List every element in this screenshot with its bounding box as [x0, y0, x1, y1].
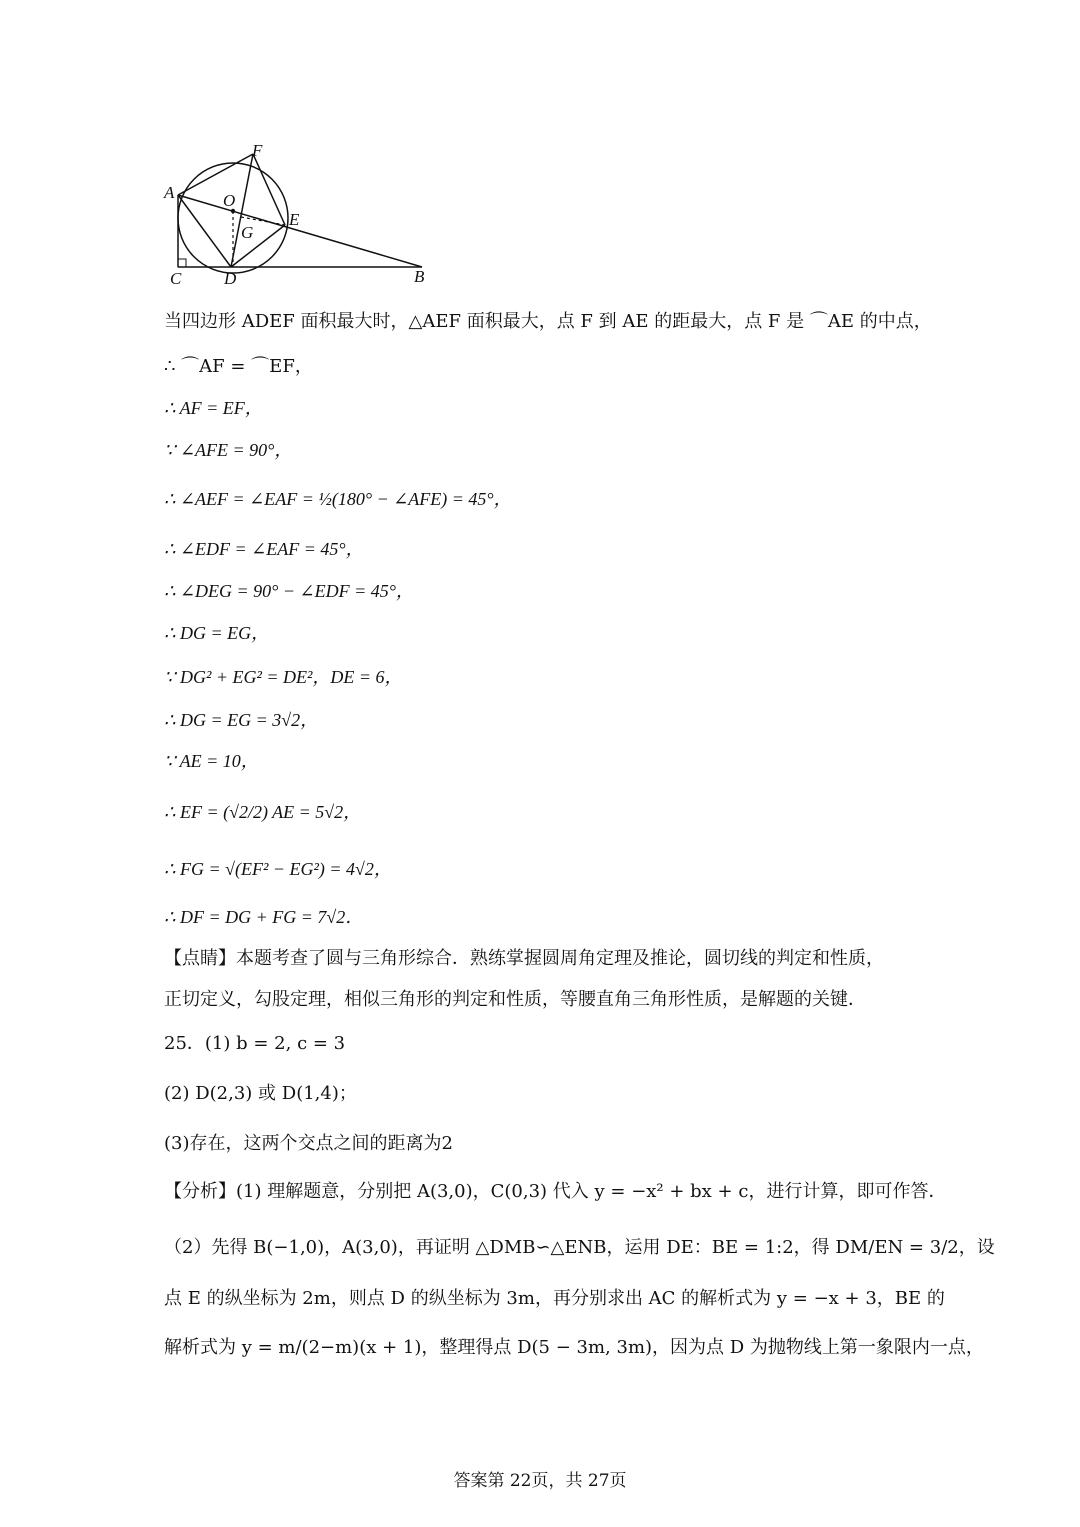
label-a: A [164, 183, 175, 202]
solution-line-6: ∴ ∠EDF = ∠EAF = 45°， [164, 539, 364, 559]
solution-line-13: ∴ FG = √(EF² − EG²) = 4√2， [164, 859, 392, 879]
q25-part2-answer: (2) D(2,3) 或 D(1,4)； [164, 1083, 357, 1104]
solution-line-3: ∴ AF = EF， [164, 398, 263, 418]
solution-line-7: ∴ ∠DEG = 90° − ∠EDF = 45°， [164, 581, 414, 601]
solution-line-1: 当四边形 ADEF 面积最大时，△AEF 面积最大，点 F 到 AE 的距最大，点 F 是 ⌒AE 的中点， [164, 311, 932, 332]
analysis-line-3: 点 E 的纵坐标为 2m，则点 D 的纵坐标为 3m，再分别求出 AC 的解析式为 y = −x + 3，BE 的 [164, 1288, 945, 1309]
solution-line-2: ∴ ⌒AF = ⌒EF， [164, 356, 313, 377]
comment-line-2: 正切定义，勾股定理，相似三角形的判定和性质，等腰直角三角形性质，是解题的关键． [164, 989, 866, 1010]
q25-part1-answer: 25．(1) b = 2, c = 3 [164, 1033, 346, 1054]
analysis-line-4: 解析式为 y = m/(2−m)(x + 1)，整理得点 D(5 − 3m, 3m)，因为点 D 为抛物线上第一象限内一点， [164, 1337, 984, 1358]
solution-line-11: ∵ AE = 10， [164, 751, 259, 771]
right-angle-mark [178, 259, 186, 267]
segment-de [231, 225, 285, 267]
solution-line-5: ∴ ∠AEF = ∠EAF = ½(180° − ∠AFE) = 45°， [164, 489, 512, 509]
comment-line-1: 【点睛】本题考查了圆与三角形综合．熟练掌握圆周角定理及推论，圆切线的判定和性质， [164, 948, 884, 969]
analysis-line-1: 【分析】(1) 理解题意，分别把 A(3,0)，C(0,3) 代入 y = −x² + bx + c，进行计算，即可作答． [164, 1181, 947, 1202]
solution-line-4: ∵ ∠AFE = 90°， [164, 440, 293, 460]
label-b: B [414, 267, 425, 286]
label-d: D [224, 269, 237, 288]
label-o: O [223, 191, 236, 210]
solution-line-14: ∴ DF = DG + FG = 7√2． [164, 907, 364, 927]
geometry-diagram [160, 138, 440, 288]
page-footer: 答案第 22页，共 27页 [453, 1471, 627, 1491]
segment-ab [178, 195, 422, 267]
analysis-line-2: （2）先得 B(−1,0)，A(3,0)，再证明 △DMB∽△ENB，运用 DE：BE = 1:2，得 DM/EN = 3/2，设 [164, 1237, 995, 1258]
solution-line-8: ∴ DG = EG， [164, 623, 270, 643]
label-g: G [241, 223, 254, 242]
label-f: F [252, 141, 263, 160]
label-e: E [289, 210, 300, 229]
solution-line-12: ∴ EF = (√2/2) AE = 5√2， [164, 802, 362, 822]
solution-line-10: ∴ DG = EG = 3√2， [164, 710, 319, 730]
q25-part3-answer: (3)存在，这两个交点之间的距离为2 [164, 1133, 453, 1154]
solution-line-9: ∵ DG² + EG² = DE²，DE = 6， [164, 667, 403, 687]
label-c: C [170, 269, 182, 288]
segment-af [178, 154, 253, 195]
